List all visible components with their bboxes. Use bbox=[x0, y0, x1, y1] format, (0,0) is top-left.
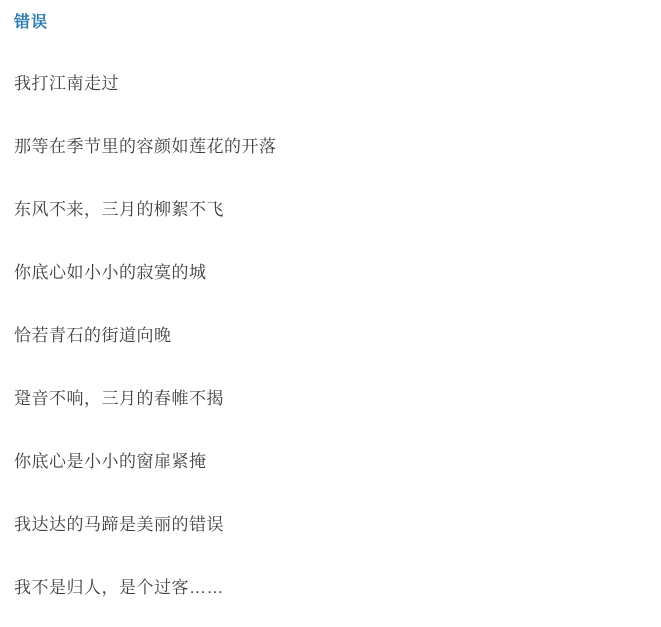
poem-line: 我打江南走过 bbox=[14, 74, 119, 93]
poem-line: 你底心是小小的窗扉紧掩 bbox=[14, 452, 207, 471]
poem-line: 东风不来，三月的柳絮不飞 bbox=[14, 200, 224, 219]
poem-line: 你底心如小小的寂寞的城 bbox=[14, 263, 207, 282]
poem-title: 错误 bbox=[14, 14, 49, 31]
poem-line: 那等在季节里的容颜如莲花的开落 bbox=[14, 137, 277, 156]
poem-line: 恰若青石的街道向晚 bbox=[14, 326, 172, 345]
poem-line: 我达达的马蹄是美丽的错误 bbox=[14, 515, 224, 534]
poem-line: 跫音不响，三月的春帷不揭 bbox=[14, 389, 224, 408]
poem-line: 我不是归人，是个过客…… bbox=[14, 578, 224, 597]
